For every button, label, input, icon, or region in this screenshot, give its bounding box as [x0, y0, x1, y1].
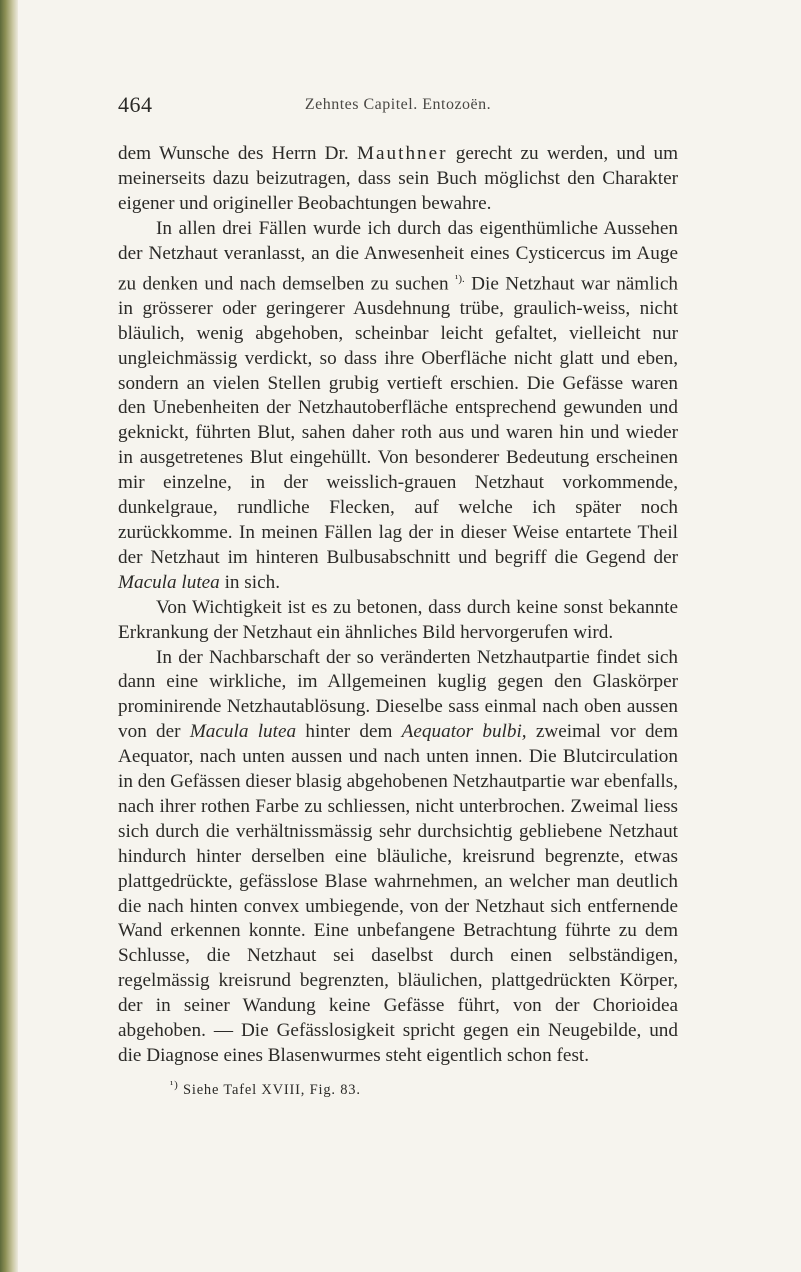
paragraph [118, 596, 678, 646]
paragraph [118, 217, 678, 596]
footnote-marker: ¹) [170, 1078, 179, 1091]
footnote [170, 1079, 678, 1099]
text-run: Von Wichtigkeit ist es zu betonen, dass durch keine sonst bekannte Erkrankung der Netzhaut ein ähnliches Bild hervorgerufen wird. [118, 596, 678, 643]
text-run: Die Netzhaut war nämlich in grösserer oder geringerer Ausdehnung trübe, graulich-weiss, nicht bläulich, wenig abgehoben, scheinbar leicht gefaltet, vielleicht nur ungleichmässig verdickt, so dass ihre Oberfläche nicht glatt und eben, sondern an vielen Stellen grubig vertieft erschien. Die Gefässe waren den Unebenheiten der Netzhautoberfläche entsprechend gewunden und geknickt, führten Blut, sahen daher roth aus und waren hin und wieder in ausgetretenes Blut eingehüllt. Von besonderer Bedeutung erscheinen mir einzelne, in der weisslich-grauen Netzhaut vorkommende, dunkelgraue, rundliche Flecken, auf welche ich später noch zurückkomme. In meinen Fällen lag der in dieser Weise entartete Theil der Netzhaut im hinteren Bulbusabschnitt und begriff die Gegend der [118, 272, 679, 568]
page-header [118, 92, 678, 122]
text-run: In der Nachbarschaft der so veränderten Netzhautpartie findet sich dann eine wirkliche, im Allgemeinen kuglig gegen den Glaskörper prominirende Netzhautablösung. Dieselbe sass einmal nach oben aussen von der [118, 646, 678, 743]
footnote-text: Siehe Tafel XVIII, Fig. 83. [183, 1081, 361, 1098]
italic-term: Macula lutea [189, 721, 297, 743]
running-head: Zehntes Capitel. Entozoën. [304, 96, 492, 113]
paragraph [118, 142, 678, 217]
text-run: zweimal vor dem Aequator, nach unten aussen und nach unten innen. Die Blutcirculation in den Gefässen dieser blasig abgehobenen Netzhautpartie war ebenfalls, nach ihrer rothen Farbe zu schliessen, nicht unterbrochen. Zweimal liess sich durch die verhältnissmässig sehr durchsichtig gebliebene Netzhaut hindurch hinter derselben eine bläuliche, kreisrund begrenzte, etwas plattgedrückte, gefässlose Blase wahrnehmen, an welcher man deutlich die nach hinten convex umbiegende, von der Netzhaut sich entfernende Wand erkennen konnte. Eine unbefangene Betrachtung führte zu dem Schlusse, die Netzhaut sei daselbst durch einen selbständigen, regelmässig kreisrund begrenzten, bläulichen, plattgedrückten Körper, der in seiner Wandung keine Gefässe führt, von der Chorioidea abgehoben. — Die Gefässlosigkeit spricht gegen ein Neugebilde, und die Diagnose eines Blasenwurmes steht eigentlich schon fest. [118, 721, 678, 1067]
footnote-reference: ¹). [455, 272, 465, 285]
text-run: in sich. [219, 571, 281, 593]
text-run: hinter dem [296, 721, 402, 743]
page-number: 464 [118, 92, 153, 117]
text-run: In allen drei Fällen wurde ich durch das eigenthümliche Aussehen der Netzhaut veranlasst, an die Anwesenheit eines Cysticercus im Auge zu denken und nach demselben zu suchen [118, 217, 678, 294]
text-run: dem Wunsche des Herrn Dr. [118, 143, 357, 164]
spaced-name: Mauthner [356, 143, 448, 164]
book-page [118, 92, 678, 1099]
paragraph [118, 646, 678, 1069]
italic-term: Macula lutea [118, 571, 220, 593]
text-run: gerecht zu werden, und um meinerseits dazu beizutragen, dass sein Buch möglichst den Charakter eigener und origineller Beobachtungen bewahre. [118, 143, 678, 214]
book-binding-edge [0, 0, 18, 1272]
italic-term: Aequator bulbi, [401, 721, 527, 743]
body-text [118, 142, 678, 1069]
